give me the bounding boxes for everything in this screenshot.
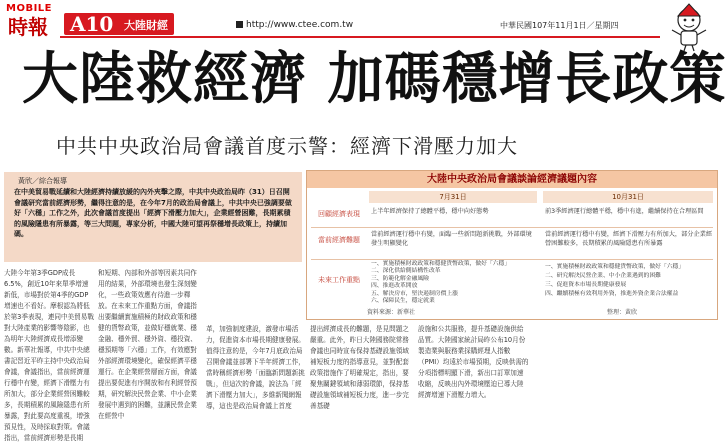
data-source: 資料來源：新華社 — [367, 309, 416, 316]
table-cell: 當前經濟運行穩中有變，經濟下滑壓力有所加大，部分企業經營困難較多，長期積累的風險隱患有所暴露 — [545, 231, 713, 248]
column-header-july: 7月31日 — [369, 191, 537, 203]
table-cell: 前3季經濟運行總體平穩，穩中有進，繼續保持在合理區間 — [545, 208, 704, 215]
table-cell: 一、實施積極財政政策和穩健貨幣政策，做好「六穩」 二、深化供給側結構性改革 三、防範化解金融風險 四、推進改革開放 五、解決房市，堅決遏制房價上漲 六、保障民生，穩定就業 — [371, 261, 511, 305]
website-link[interactable] — [236, 20, 353, 30]
compiled-by: 整理：黃欣 — [607, 309, 638, 316]
row-divider — [311, 259, 713, 260]
page-section-tag — [64, 13, 174, 35]
row-label-priorities: 未來工作重點 — [318, 276, 360, 284]
issue-date: 中華民國107年11月1日／星期四 — [500, 21, 619, 30]
body-column-3 — [206, 324, 306, 430]
header-divider — [60, 36, 660, 38]
body-text: 提出經濟成長的難題，是見問題之嚴重。此外，昨日大陸國務院常務會議也同時宣布保持基礎設施領域補短板力度的指導意見，並對配套政策措施作了明確規定，指出，要聚焦關鍵領域和薄弱環節，保持基礎設施領域補短板力度，進一步完善基礎 — [310, 325, 409, 410]
body-text: 設施和公共服務，提升基礎設施供給品質。大陸國家統計局昨公布10月份製造業與服務業採購經理人指數（PMI）均遠於市場預期，反映供需的分項指標明顯下滑，新出口訂單加速收縮，反映出內外環境壓迫已導大陸經濟增速下滑壓力增大。 — [418, 325, 529, 399]
lead-text: 在中美貿易戰延續和大陸經濟持續放緩的內外夾擊之際，中共中央政治局昨（31）日召開會議研究當前經濟形勢，繼得注意的是，在今年7月的政治局會議上，中共中央已強調要做好「六穩」工作之外，此次會議首度提出「經濟下滑壓力加大」，企業經營困難，長期累積的風險隱患有所暴露，等三大問題，專家分析，中國大陸可望再祭穩增長政策上，持續加碼。 — [14, 188, 292, 238]
main-headline: 大陸救經濟 加碼穩增長政策 — [22, 47, 727, 112]
row-label-problems: 當前經濟難題 — [318, 236, 360, 244]
mascot-cartoon-icon — [662, 2, 716, 52]
masthead — [0, 0, 720, 40]
body-text: 和短期、內部和外部等因素共同作用的結果，外部環境也發生深刻變化，一些政策效應有待進一步釋放。在未來工作重點方面，會議指出要繼續實施積極的財政政策和穩健的貨幣政策，並做好穩就業、穩金融、穩外貿、穩外資、穩投資、穩預期等「六穩」工作，有效應對外部經濟環境變化，確保經濟平穩運行。在企業經營層面方面，會議提出要促進有序開放和有利經營預期，研究解決民營企業、中小企業發展中遇到的困難，並讓民營企業在經營中 — [98, 269, 197, 420]
body-text: 革，加強制度建設，激發市場活力，促進資本市場長期健康發展。值得注意的是，今年7月底政治局召開會議並部署下半年經濟工作，當時稱經濟形勢「面臨新問題新挑戰」，但這次的會議，說法為「經濟下滑壓力加大」，多維新聞網報導，這也是政治局會議上首度 — [206, 325, 305, 410]
website-url: http://www.ctee.com.tw — [246, 20, 354, 30]
table-title: 大陸中央政治局會議談論經濟議題內容 — [307, 171, 717, 188]
paper-logo-text: 時報 — [8, 15, 48, 39]
row-divider — [311, 227, 713, 228]
column-header-october: 10月31日 — [543, 191, 713, 203]
row-label-review: 回顧經濟表現 — [318, 210, 360, 218]
section-name: 大陸財經 — [124, 19, 168, 32]
comparison-table — [306, 170, 718, 320]
square-bullet-icon — [236, 21, 243, 28]
sub-headline: 中共中央政治局會議首度示警：經濟下滑壓力加大 — [56, 134, 518, 158]
table-cell: 上半年經濟保持了總體平穩，穩中向好態勢 — [371, 208, 489, 215]
mobile-logo-text: MOBILE — [6, 3, 52, 14]
body-column-5 — [418, 324, 530, 430]
table-cell: 當前經濟運行穩中有變，面臨一些新問題新挑戰，外部環境發生明顯變化 — [371, 231, 532, 248]
newspaper-logo[interactable] — [4, 2, 68, 38]
table-cell: 一、實施積極財政政策和穩健貨幣政策，做好「六穩」 二、研究解決民營企業、中小企業遇到的困難 三、促進資本市場長期健康發展 四、繼續積極有效利用外資，推進外資企業合法權益 — [545, 264, 685, 297]
lead-paragraph-box — [4, 172, 302, 262]
body-column-2 — [98, 268, 202, 430]
byline: 黃欣／綜合報導 — [18, 177, 67, 185]
body-column-1 — [4, 268, 94, 442]
body-column-4 — [310, 324, 414, 430]
page-number: A10 — [70, 12, 114, 36]
body-text: 大陸今年第3季GDP成長6.5%，創近10年來單季增速新低，市場對於第4季的GDP增速也不看好。摩根認為將低於第3季表現，連同中美貿易戰對大陸產業的影響等陰影，也為明年大陸經濟成長增添變數。新華社報導，中共中央總書記習近平昨主持中央政治局會議，會議指出，當前經濟運行穩中有變，經濟下滑壓力有所加大，部分企業經營困難較多，長期積累的風險隱患有所暴露，對此要高度重視，增強預見性，及時採取對策。會議指出，當前經濟形勢是長期 — [4, 269, 94, 442]
